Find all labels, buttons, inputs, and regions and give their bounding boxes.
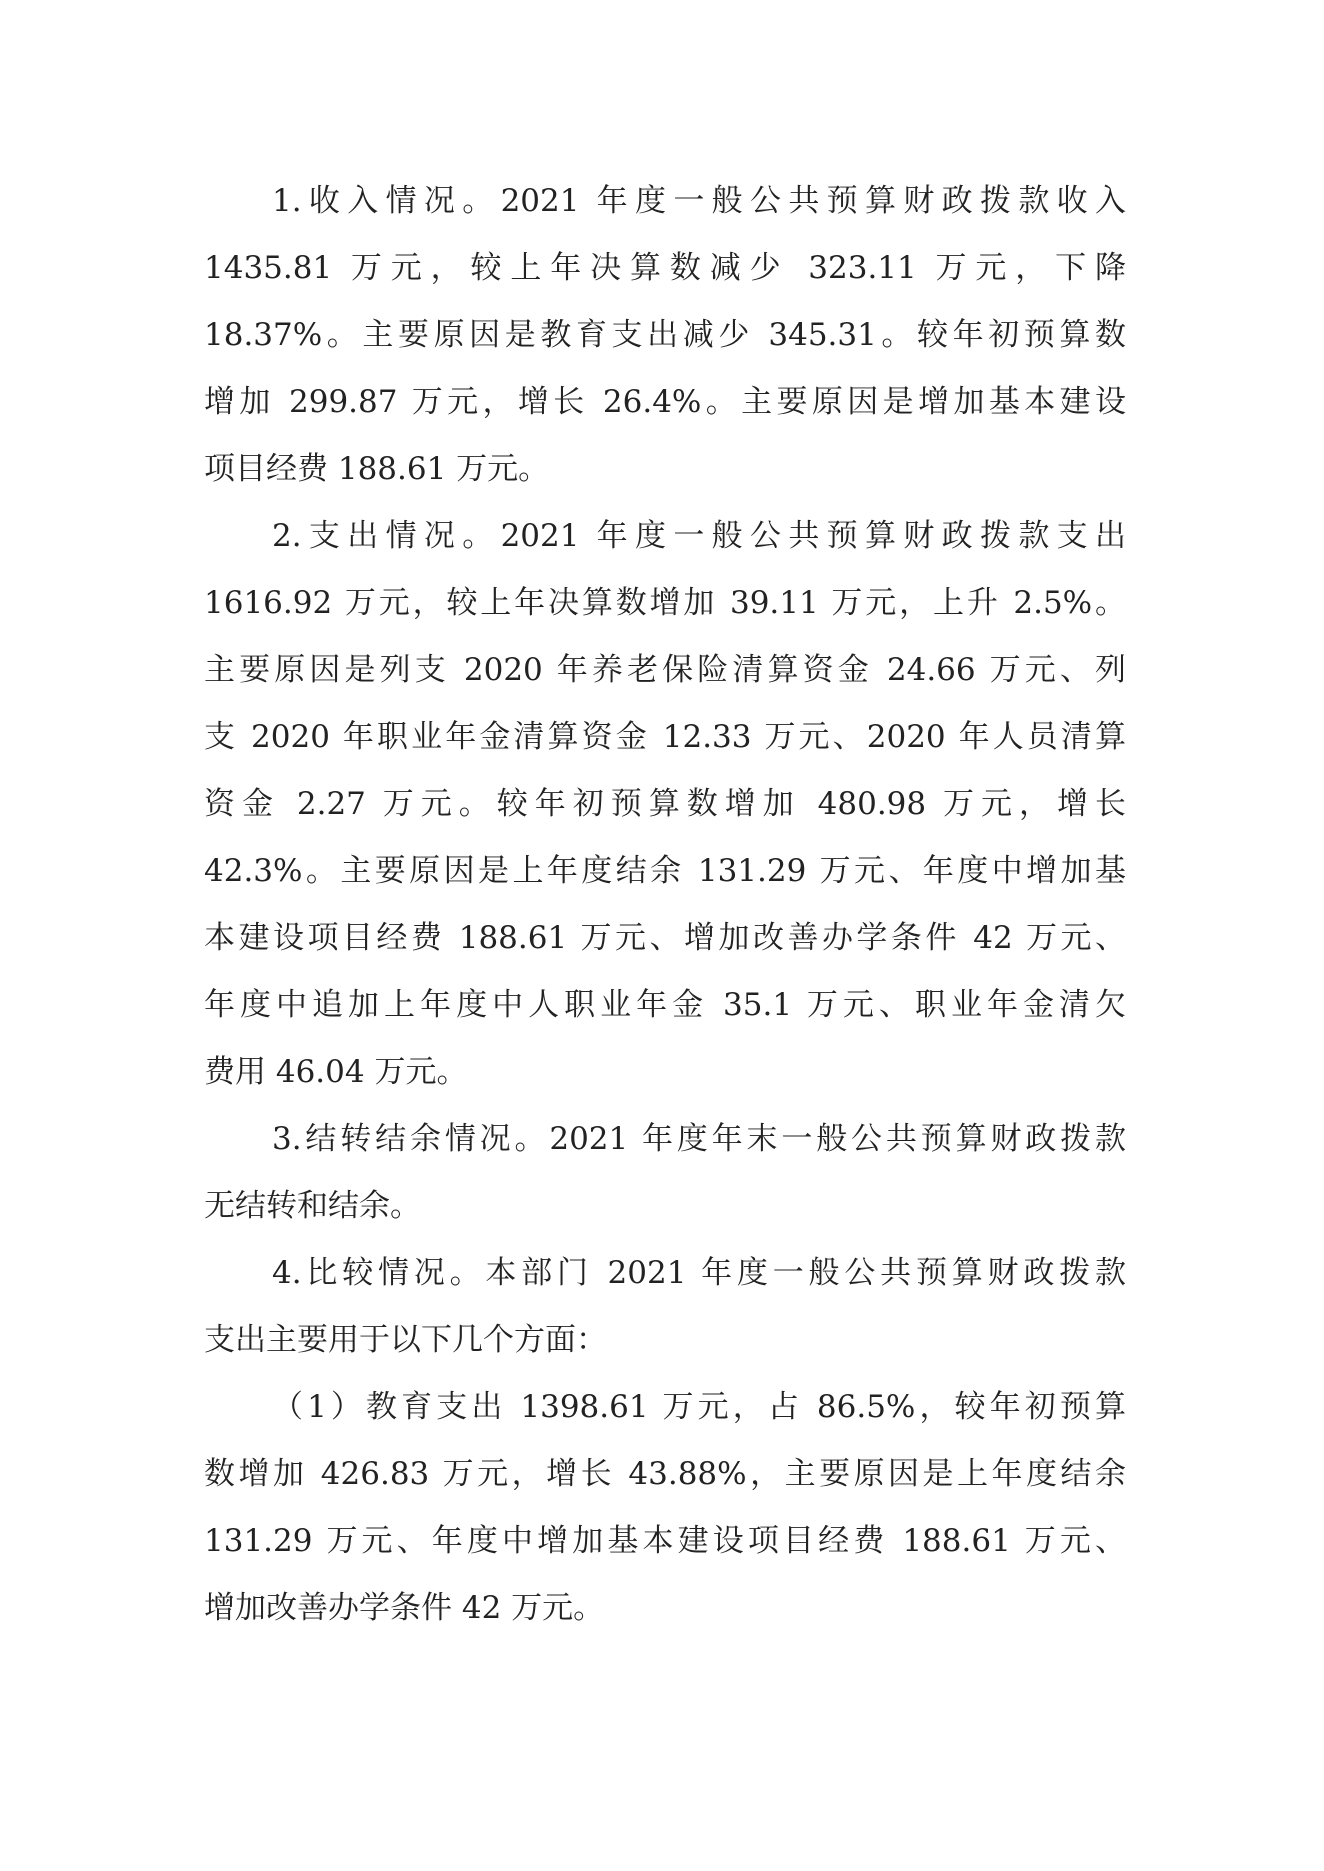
text-line: 无结转和结余。 (204, 1188, 421, 1224)
text-line: 项目经费 188.61 万元。 (204, 451, 550, 487)
paragraph-comparison (204, 1240, 1126, 1374)
text-line: 4.比较情况。本部门 2021 年度一般公共预算财政拨款 (272, 1255, 1126, 1291)
text-line: 本建设项目经费 188.61 万元、增加改善办学条件 42 万元、 (204, 920, 1126, 956)
text-line: 增加 299.87 万元，增长 26.4%。主要原因是增加基本建设 (204, 384, 1126, 420)
text-line: 支出主要用于以下几个方面： (204, 1322, 607, 1358)
text-line: 131.29 万元、年度中增加基本建设项目经费 188.61 万元、 (204, 1523, 1126, 1559)
paragraph-education-expenditure (204, 1374, 1126, 1642)
text-line: 增加改善办学条件 42 万元。 (204, 1590, 605, 1626)
text-line: 主要原因是列支 2020 年养老保险清算资金 24.66 万元、列 (204, 652, 1126, 688)
text-line: 支 2020 年职业年金清算资金 12.33 万元、2020 年人员清算 (204, 719, 1126, 755)
document-page (204, 168, 1126, 1642)
text-line: 数增加 426.83 万元，增长 43.88%，主要原因是上年度结余 (204, 1456, 1126, 1492)
paragraph-expenditure (204, 503, 1126, 1106)
paragraph-income (204, 168, 1126, 503)
text-line: 42.3%。主要原因是上年度结余 131.29 万元、年度中增加基 (204, 853, 1126, 889)
text-line: 3.结转结余情况。2021 年度年末一般公共预算财政拨款 (272, 1121, 1126, 1157)
text-line: 资金 2.27 万元。较年初预算数增加 480.98 万元，增长 (204, 786, 1126, 822)
text-line: 18.37%。主要原因是教育支出减少 345.31。较年初预算数 (204, 317, 1126, 353)
text-line: 年度中追加上年度中人职业年金 35.1 万元、职业年金清欠 (204, 987, 1126, 1023)
text-line: （1）教育支出 1398.61 万元，占 86.5%，较年初预算 (272, 1389, 1126, 1425)
text-line: 费用 46.04 万元。 (204, 1054, 468, 1090)
text-line: 1435.81 万元，较上年决算数减少 323.11 万元，下降 (204, 250, 1126, 286)
text-line: 1.收入情况。2021 年度一般公共预算财政拨款收入 (272, 183, 1126, 219)
text-line: 2.支出情况。2021 年度一般公共预算财政拨款支出 (272, 518, 1126, 554)
paragraph-carryover (204, 1106, 1126, 1240)
text-line: 1616.92 万元，较上年决算数增加 39.11 万元，上升 2.5%。 (204, 585, 1126, 621)
